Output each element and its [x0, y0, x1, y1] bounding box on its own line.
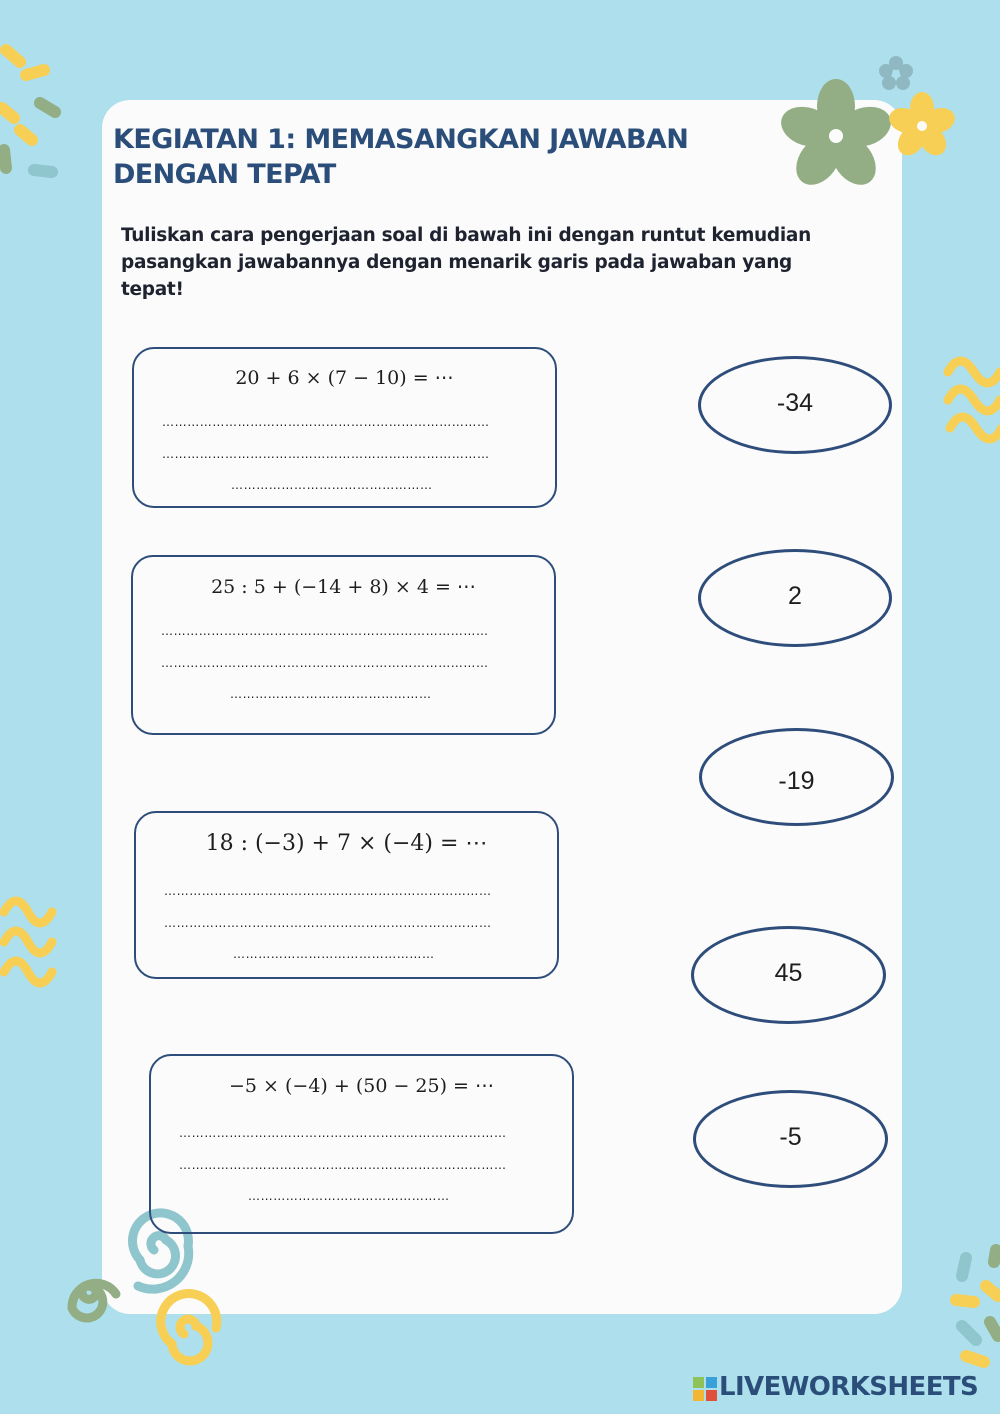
- answer-line[interactable]: ……………………………………………………………………: [162, 447, 490, 461]
- brand-name[interactable]: LIVEWORKSHEETS: [719, 1372, 979, 1402]
- answer-option-3[interactable]: [699, 728, 894, 826]
- confetti-bottom-right-icon: [956, 1250, 998, 1362]
- green-flower-icon: [776, 79, 896, 193]
- answer-line[interactable]: ……………………………………………………………………: [164, 916, 492, 930]
- answer-line[interactable]: ……………………………………………………………………: [164, 884, 492, 898]
- answer-option-5[interactable]: [693, 1090, 888, 1188]
- question-box-4: [149, 1054, 574, 1234]
- liveworksheets-logo-icon: [693, 1377, 717, 1401]
- teal-flower-icon: [879, 56, 913, 90]
- question-expression: 25 : 5 + (−14 + 8) × 4 = ⋯: [211, 576, 476, 598]
- question-expression: 20 + 6 × (7 − 10) = ⋯: [235, 367, 454, 389]
- answer-value: -5: [779, 1123, 802, 1151]
- yellow-flower-icon: [886, 92, 958, 161]
- spiral-yellow-icon: [161, 1294, 217, 1361]
- squiggle-left-icon: [4, 901, 52, 983]
- instruction-text: Tuliskan cara pengerjaan soal di bawah ini dengan runtut kemudian pasangkan jawabannya dengan menarik garis pada jawaban yang tepat!: [121, 225, 811, 300]
- squiggle-right-icon: [948, 361, 1000, 439]
- answer-value: -34: [776, 389, 814, 417]
- question-box-2: [131, 555, 556, 735]
- question-box-3: [134, 811, 559, 979]
- question-expression: −5 × (−4) + (50 − 25) = ⋯: [228, 1075, 495, 1097]
- answer-line[interactable]: ……………………………………………………………………: [162, 415, 490, 429]
- answer-option-4[interactable]: [691, 926, 886, 1024]
- answer-option-2[interactable]: [698, 549, 892, 647]
- question-box-1: [132, 347, 557, 508]
- answer-option-1[interactable]: [698, 356, 892, 454]
- answer-line[interactable]: …………………………………………: [248, 1189, 450, 1203]
- answer-line[interactable]: ……………………………………………………………………: [179, 1158, 507, 1172]
- page-title: KEGIATAN 1: MEMASANGKAN JAWABAN DENGAN TEPAT: [113, 124, 689, 190]
- answer-line[interactable]: ……………………………………………………………………: [161, 656, 489, 670]
- answer-value: 2: [788, 582, 802, 610]
- answer-line[interactable]: …………………………………………: [233, 947, 435, 961]
- confetti-top-left-icon: [2, 50, 55, 172]
- answer-line[interactable]: ……………………………………………………………………: [179, 1126, 507, 1140]
- question-expression: 18 : (−3) + 7 × (−4) = ⋯: [205, 831, 488, 856]
- answer-line[interactable]: ……………………………………………………………………: [161, 624, 489, 638]
- spiral-green-icon: [72, 1283, 116, 1318]
- answer-value: -19: [778, 767, 815, 795]
- answer-line[interactable]: …………………………………………: [231, 478, 433, 492]
- answer-value: 45: [774, 959, 803, 987]
- answer-line[interactable]: …………………………………………: [230, 687, 432, 701]
